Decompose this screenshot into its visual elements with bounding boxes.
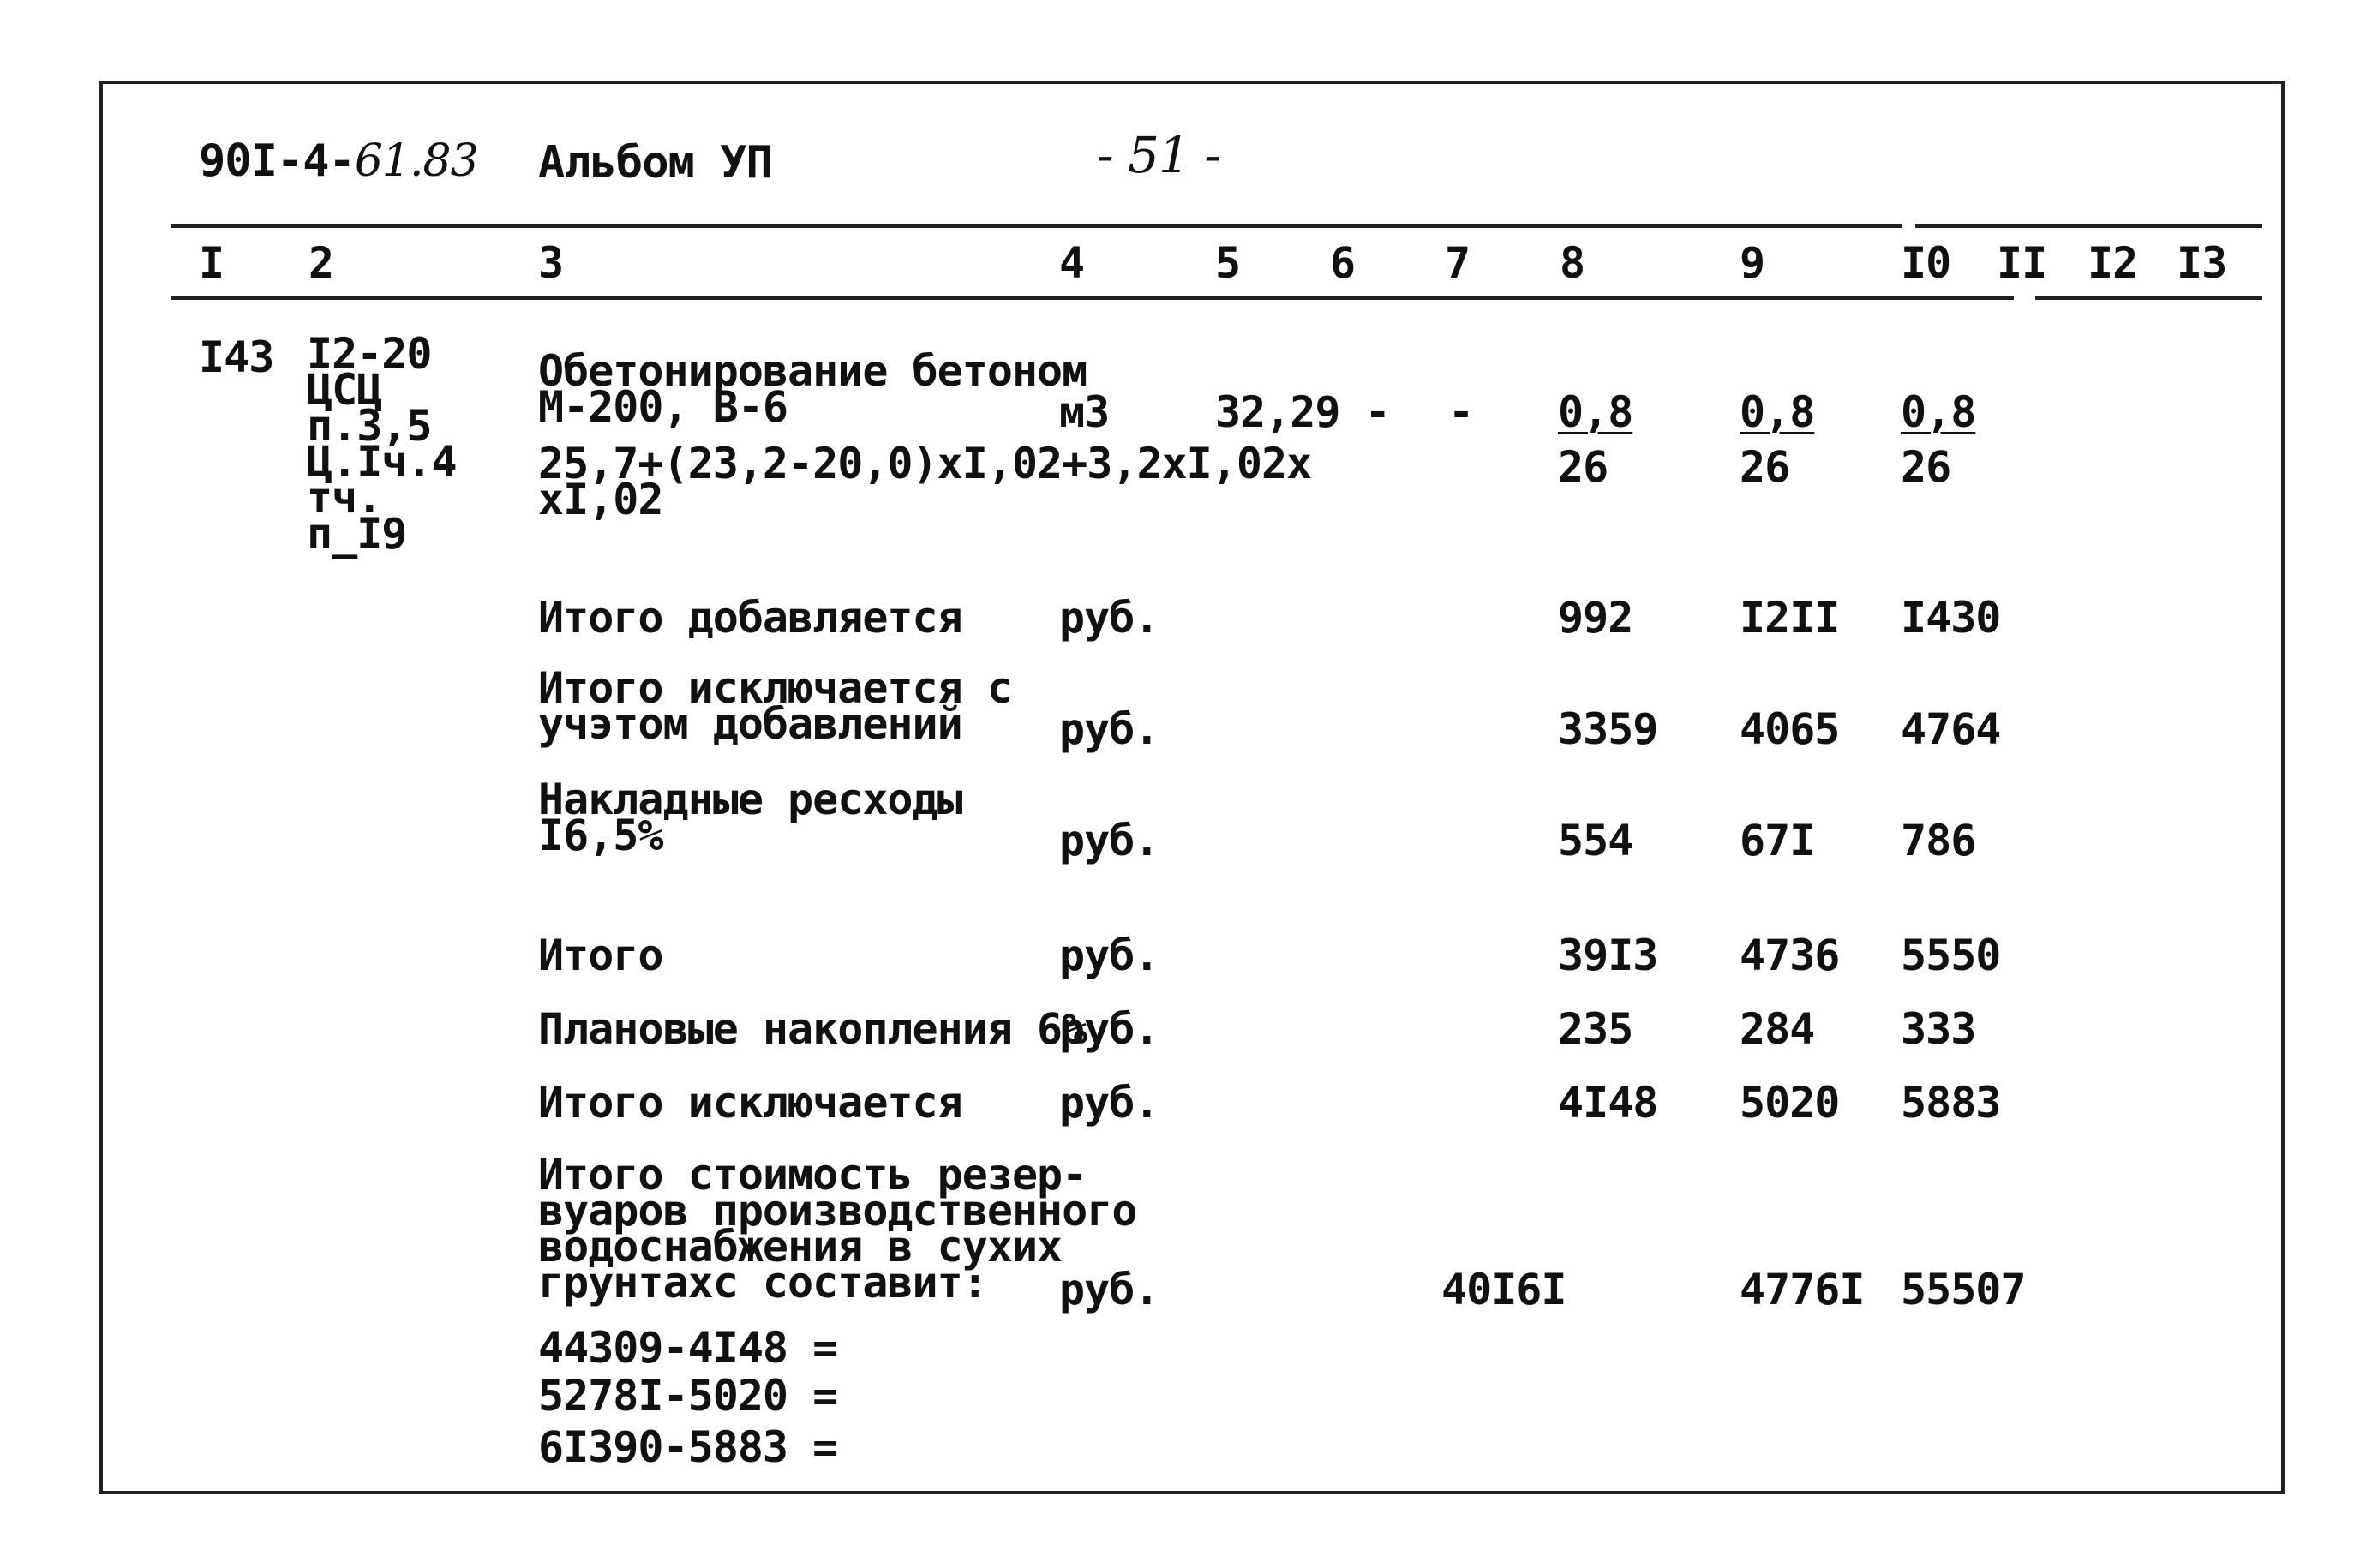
row-unit: руб.	[1059, 1004, 1159, 1054]
row-col10: I430	[1901, 593, 2001, 643]
header-rule-bottom-right	[2035, 296, 2262, 300]
row-col8: 235	[1558, 1004, 1633, 1054]
col-header-6: 6	[1330, 238, 1356, 288]
entry-reference: I2-20 ЦСЦ п.3,5 Ц.Iч.4 тч. п_I9	[307, 329, 457, 559]
row-col9: 4065	[1740, 704, 1840, 754]
col-header-13: I3	[2177, 238, 2227, 288]
row-label: Итого исключается	[538, 1078, 962, 1128]
doc-code: 90I-4-61.83	[199, 135, 478, 187]
row-label: Плановые накопления 6%	[538, 1004, 1087, 1054]
row-col8: 39I3	[1558, 931, 1658, 980]
total-label: Итого стоимость резер- вуаров производственного водоснабжения в сухих грунтахс составит:	[538, 1150, 1137, 1308]
doc-code-handwritten: 61.83	[354, 135, 478, 187]
row-col8: 992	[1558, 593, 1633, 643]
album-title: Альбом УП	[538, 137, 772, 189]
row-col10: 333	[1901, 1004, 1976, 1054]
total-col7: 40I6I	[1441, 1265, 1566, 1314]
row-label: Итого исключается с учэтом добавлений	[538, 663, 1012, 749]
entry-title: Обетонирование бетоном М-200, В-6	[538, 346, 1087, 432]
col-header-2: 2	[308, 238, 334, 288]
row-col10: 4764	[1901, 704, 2001, 754]
col-header-3: 3	[538, 238, 564, 288]
total-unit: руб.	[1059, 1265, 1159, 1314]
col-header-1: I	[199, 238, 225, 288]
row-unit: руб.	[1059, 931, 1159, 980]
row-col9: 284	[1740, 1004, 1815, 1054]
header-rule-bottom	[171, 296, 2014, 300]
row-unit: руб.	[1059, 704, 1159, 754]
row-label: Итого	[538, 931, 663, 980]
row-col9: I2II	[1740, 593, 1840, 643]
total-col9: 4776I	[1740, 1265, 1865, 1314]
entry-col8-bottom: 26	[1558, 442, 1608, 492]
col-header-4: 4	[1059, 238, 1085, 288]
entry-col10-top: 0,8	[1901, 387, 1976, 437]
row-col9: 4736	[1740, 931, 1840, 980]
calc-line: 6I390-5883 =	[538, 1422, 838, 1472]
col-header-7: 7	[1445, 238, 1471, 288]
row-col8: 554	[1558, 816, 1633, 865]
row-unit: руб.	[1059, 1078, 1159, 1128]
col-header-5: 5	[1215, 238, 1241, 288]
entry-number: I43	[199, 332, 274, 382]
entry-quantity: 32,29 -	[1215, 387, 1390, 437]
row-col10: 5883	[1901, 1078, 2001, 1128]
page-number: - 51 -	[1097, 126, 1220, 184]
total-col10: 55507	[1901, 1265, 2026, 1314]
entry-formula: 25,7+(23,2-20,0)xI,02+3,2xI,02x xI,02	[538, 439, 1312, 524]
col-header-12: I2	[2087, 238, 2138, 288]
row-label: Накладные ресходы I6,5%	[538, 775, 962, 860]
col-header-11: II	[1997, 238, 2047, 288]
row-unit: руб.	[1059, 816, 1159, 865]
entry-col9-bottom: 26	[1740, 442, 1790, 492]
col-header-8: 8	[1560, 238, 1585, 288]
calc-line: 44309-4I48 =	[538, 1323, 838, 1373]
row-unit: руб.	[1059, 593, 1159, 643]
entry-col9-top: 0,8	[1740, 387, 1815, 437]
entry-col8-top: 0,8	[1558, 387, 1633, 437]
row-col10: 786	[1901, 816, 1976, 865]
row-col9: 5020	[1740, 1078, 1840, 1128]
col-header-9: 9	[1740, 238, 1765, 288]
row-col10: 5550	[1901, 931, 2001, 980]
row-label: Итого добавляется	[538, 593, 962, 643]
row-col8: 3359	[1558, 704, 1658, 754]
row-col9: 67I	[1740, 816, 1815, 865]
row-col8: 4I48	[1558, 1078, 1658, 1128]
calc-line: 5278I-5020 =	[538, 1371, 838, 1421]
entry-col10-bottom: 26	[1901, 442, 1951, 492]
entry-col7: -	[1448, 387, 1474, 437]
entry-unit: м3	[1059, 387, 1110, 437]
col-header-10: I0	[1901, 238, 1951, 288]
header-rule-top	[171, 224, 1902, 228]
header-rule-top-right	[1915, 224, 2262, 228]
